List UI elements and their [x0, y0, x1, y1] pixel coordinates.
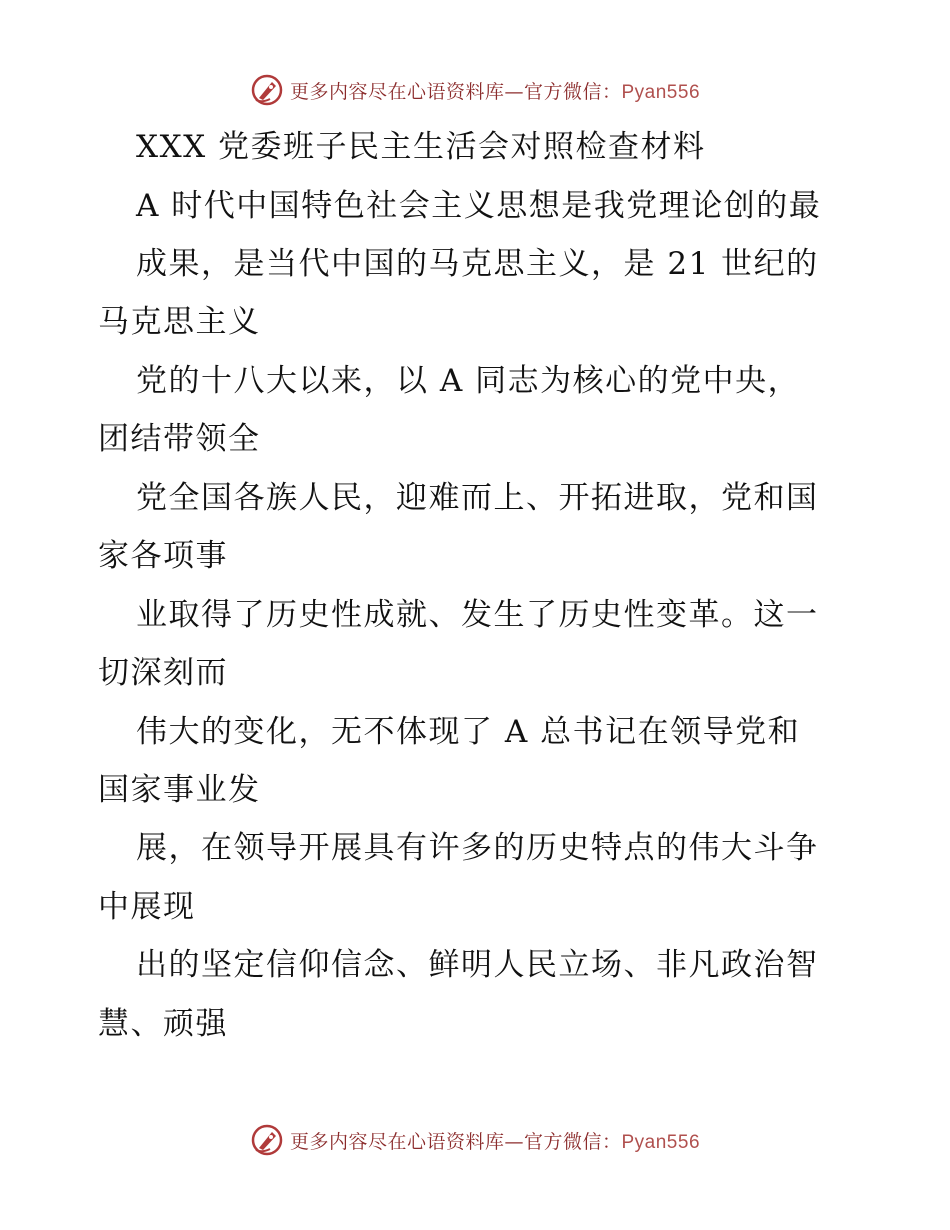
banner-wechat-id: Pyan556 [621, 1131, 701, 1153]
banner-separator: — [504, 80, 524, 103]
paragraph-line: 党的十八大以来，以 A 同志为核心的党中央， [136, 363, 801, 399]
paragraph-line: 切深刻而 [98, 655, 228, 691]
paragraph-line: 团结带领全 [98, 421, 261, 457]
paragraph-line: 伟大的变化，无不体现了 A 总书记在领导党和 [136, 714, 801, 750]
pen-nib-circle-icon [250, 1123, 284, 1157]
paragraph-line: 马克思主义 [98, 304, 261, 340]
banner-label: 官方微信： [523, 1130, 622, 1153]
paragraph-line: 党全国各族人民，迎难而上、开拓进取，党和国 [136, 480, 819, 516]
banner-wechat-id: Pyan556 [621, 81, 701, 103]
paragraph-line: 慧、顽强 [98, 1006, 228, 1042]
header-watermark-banner [0, 70, 950, 110]
paragraph-line: 出的坚定信仰信念、鲜明人民立场、非凡政治智 [136, 947, 819, 983]
banner-main-text: 更多内容尽在心语资料库 [289, 1130, 505, 1153]
paragraph-line: A 时代中国特色社会主义思想是我党理论创的最 [136, 188, 822, 224]
banner-text [290, 77, 700, 104]
banner-separator: — [504, 1130, 524, 1153]
paragraph-line: 中展现 [98, 889, 196, 925]
document-title: XXX 党委班子民主生活会对照检查材料 [136, 129, 706, 165]
paragraph-line: 家各项事 [98, 538, 228, 574]
paragraph-line: 国家事业发 [98, 772, 261, 808]
pen-nib-circle-icon [250, 73, 284, 107]
paragraph-line: 成果，是当代中国的马克思主义，是 21 世纪的 [136, 246, 819, 282]
paragraph-line: 业取得了历史性成就、发生了历史性变革。这一 [136, 597, 819, 633]
paragraph-line: 展，在领导开展具有许多的历史特点的伟大斗争 [136, 830, 819, 866]
banner-label: 官方微信： [523, 80, 622, 103]
banner-main-text: 更多内容尽在心语资料库 [289, 80, 505, 103]
footer-watermark-banner [0, 1120, 950, 1160]
banner-text [290, 1127, 700, 1154]
